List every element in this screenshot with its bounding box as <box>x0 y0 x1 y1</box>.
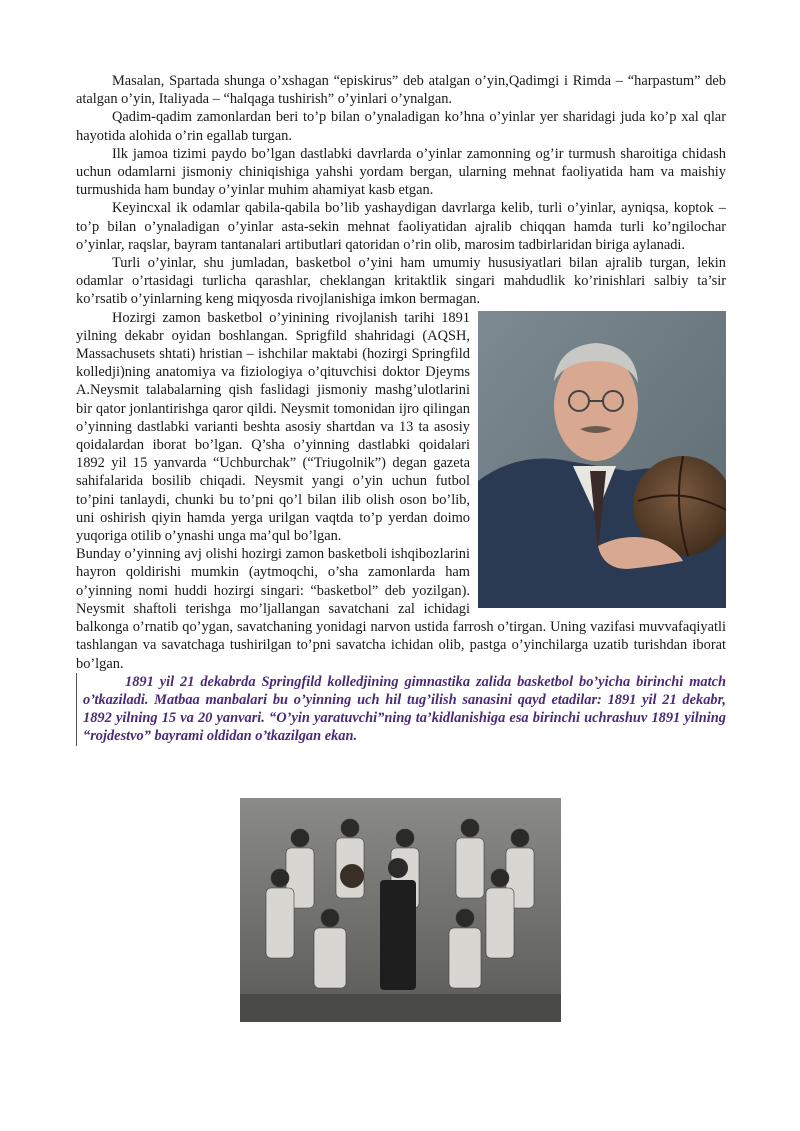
article-body <box>76 72 726 746</box>
paragraph-2: Qadim-qadim zamonlardan beri to’p bilan o’ynaladigan ko’hna o’yinlar yer sharidagi juda ko’p xal qlar hayotida alohida o’rin egallab turgan. <box>76 109 726 144</box>
paragraph-6: Hozirgi zamon basketbol o’yinining rivojlanish tarihi 1891 yilning dekabr oyidan boshlangan. Sprigfild shahridagi (AQSH, Massachusets shtati) hristian – ishchilar maktabi (hozirgi Springfild kolledji)ning anatomiya va fiziologiya o’qituvchisi doktor Djeyms A.Neysmit talabalarning qish faslidagi jismoniy mashg’ulotlarini bir qator jonlantirishga qaror qildi. Neysmit tomonidan ijro qilingan o’yinning dastlabki varianti beshta asosiy shartdan va 13 ta asosiy qoidalardan iborat bo’lgan. Q’sha o’yinning dastlabki qoidalari 1892 yil 15 yanvarda “Uchburchak” (“Triugolnik”) degan gazeta sahifalarida bosilib chiqadi. Neysmit yangi o’yin uchun futbol to’pini tanlaydi, chunki bu to’pni qo’l bilan ilib olish oson bo’lib, uni oshirish qiyin hamda yerga urilgan vaqtda to’p yerdan doimo yuqoriga otilib o’ynashi unga ma’qul bo’lgan. <box>76 309 470 545</box>
paragraph-4: Keyincxal ik odamlar qabila-qabila bo’lib yashaydigan davrlarga kelib, turli o’yinlar, ayniqsa, koptok – to’p bilan o’ynaladigan o’yinlar asta-sekin mehnat faoliyatidan ajralib chiqqan hamda turli ko’ngilochar o’yinlar, raqslar, bayram tantanalari artibutlari qatoridan o’rin olib, marosim tadbirlaridan biriga aylanadi. <box>76 200 726 253</box>
naismith-portrait-photo <box>478 311 726 608</box>
highlighted-quote: 1891 yil 21 dekabrda Springfild kolledjining gimnastika zalida basketbol bo’yicha birinchi match o’tkaziladi. Matbaa manbalari bu o’yinning uch hil tug’ilish sanasini qayd etadilar: 1891 yil 21 dekabr, 1892 yilning 15 va 20 yanvari. “O’yin yaratuvchi”ning ta’kidlanishiga esa birinchi uchrashuv 1891 yilning “rojdestvo” bayrami oldidan o’tkazilgan ekan. <box>76 673 726 746</box>
paragraph-1: Masalan, Spartada shunga o’xshagan “episkirus” deb atalgan o’yin,Qadimgi i Rimda – “harpastum” deb atalgan o’yin, Italiyada – “halqaga tushirish” o’yinlari o’ynalgan. <box>76 73 726 108</box>
paragraph-7: Bunday o’yinning avj olishi hozirgi zamon basketboli ishqibozlarini hayron qoldirishi mumkin (aytmoqchi, o’sha zamonlarda ham o’yinning nomi huddi hozirgi singari: “basketbol” deb yozilgan). Neysmit shaftoli terishga mo’ljallangan savatchani zal ichidagi balkonga o’rnatib qo’ygan, savatchaning yonidagi narvon ustida farrosh o’tirgan. Uning vazifasi muvvafaqiyatli tashlangan va savatchaga tushirilgan to’pni savatcha ichidan olib, pastga o’yinchilarga uzatib turishdan iborat bo’lgan. <box>76 546 726 672</box>
paragraph-3: Ilk jamoa tizimi paydo bo’lgan dastlabki davrlarda o’yinlar zamonning og’ir turmush sharoitiga chidash uchun odamlarni jismoniy chiniqishiga yahshi yordam bergan, ularning mehnat faoliyatida ham va maishiy turmushida ham bunday o’yinlar muhim ahamiyat kasb etgan. <box>76 145 726 199</box>
basketball-team-photo <box>240 798 561 1022</box>
paragraph-5: Turli o’yinlar, shu jumladan, basketbol o’yini ham umumiy hususiyatlari bilan ajralib turgan, lekin odamlar o’rtasidagi turlicha qarashlar, cheklangan kritaktlik singari mahdudlik ko’rinishlari salbiy ta’sir ko’rsatib o’yinlarning keng miqyosda rivojlanishiga imkon bermagan. <box>76 255 726 308</box>
